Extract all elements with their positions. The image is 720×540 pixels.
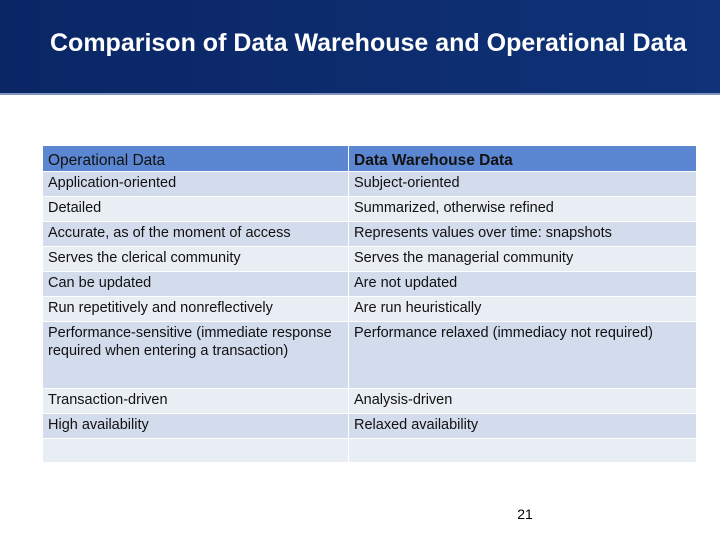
operational-cell: Application-oriented: [43, 172, 349, 197]
operational-cell: High availability: [43, 414, 349, 439]
table-header-row: [43, 146, 697, 172]
operational-cell: Run repetitively and nonreflectively: [43, 297, 349, 322]
operational-cell: Detailed: [43, 197, 349, 222]
warehouse-cell: Are run heuristically: [349, 297, 697, 322]
warehouse-cell: Are not updated: [349, 272, 697, 297]
table-row: [43, 272, 697, 297]
table-row-empty: [43, 439, 697, 463]
operational-cell: Transaction-driven: [43, 389, 349, 414]
warehouse-cell: Serves the managerial community: [349, 247, 697, 272]
operational-cell: Can be updated: [43, 272, 349, 297]
warehouse-cell: Performance relaxed (immediacy not required): [349, 322, 697, 389]
title-bar: [0, 0, 720, 93]
comparison-table: [42, 145, 697, 463]
page-number: 21: [517, 506, 533, 522]
table-row: [43, 297, 697, 322]
operational-cell: Performance-sensitive (immediate response required when entering a transaction): [43, 322, 349, 389]
title-divider: [0, 93, 720, 95]
warehouse-cell: Relaxed availability: [349, 414, 697, 439]
table-row: [43, 247, 697, 272]
table-row: [43, 414, 697, 439]
slide-title: Comparison of Data Warehouse and Operational Data: [50, 29, 687, 57]
table-row: [43, 197, 697, 222]
operational-cell: [43, 439, 349, 463]
warehouse-cell: Summarized, otherwise refined: [349, 197, 697, 222]
header-data-warehouse-data: Data Warehouse Data: [349, 146, 697, 172]
header-operational-data: Operational Data: [43, 146, 349, 172]
operational-cell: Serves the clerical community: [43, 247, 349, 272]
warehouse-cell: Subject-oriented: [349, 172, 697, 197]
warehouse-cell: Represents values over time: snapshots: [349, 222, 697, 247]
table-row: [43, 172, 697, 197]
table-row: [43, 389, 697, 414]
table-row: [43, 222, 697, 247]
operational-cell: Accurate, as of the moment of access: [43, 222, 349, 247]
warehouse-cell: Analysis-driven: [349, 389, 697, 414]
warehouse-cell: [349, 439, 697, 463]
table-row: [43, 322, 697, 389]
